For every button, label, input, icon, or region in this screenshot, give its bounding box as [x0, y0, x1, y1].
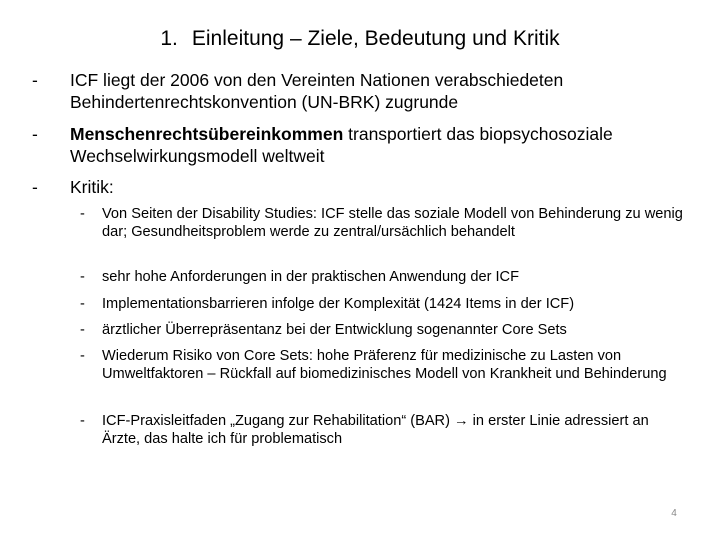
subbullet-dash: -	[80, 206, 85, 222]
slide-title	[0, 25, 720, 53]
bullet-dash: -	[32, 70, 38, 90]
subbullet-dash: -	[80, 348, 85, 364]
subbullet-core-sets-aerzte	[80, 321, 690, 339]
subbullet-text: ICF-Praxisleitfaden „Zugang zur Rehabilitation“ (BAR) → in erster Linie adressiert an Ärzte, das halte ich für problematisch	[102, 413, 649, 447]
bullet-icf-un-brk	[32, 69, 692, 113]
subbullet-dash: -	[80, 322, 85, 338]
title-number: 1.	[160, 27, 178, 50]
subbullet-implementationsbarrieren	[80, 295, 690, 313]
subbullet-dash: -	[80, 296, 85, 312]
bullet-text-container	[70, 123, 692, 167]
subbullet-anforderungen	[80, 268, 690, 286]
title-text: Einleitung – Ziele, Bedeutung und Kritik	[191, 27, 560, 50]
bullet-text: ICF liegt der 2006 von den Vereinten Nationen verabschiedeten Behindertenrechtskonvention (UN-BRK) zugrunde	[70, 70, 564, 112]
bullet-bold-term: Menschenrechtsübereinkommen	[70, 124, 344, 144]
subbullet-text: Implementationsbarrieren infolge der Komplexität (1424 Items in der ICF)	[102, 296, 575, 312]
bullet-dash: -	[32, 124, 38, 144]
subbullet-core-sets-risiko	[80, 347, 690, 383]
bullet-dash: -	[32, 177, 38, 197]
subbullet-dash: -	[80, 269, 85, 285]
bullet-text: Kritik:	[70, 177, 114, 197]
page-number: 4	[671, 508, 677, 519]
subbullet-text: Von Seiten der Disability Studies: ICF stelle das soziale Modell von Behinderung zu wenig dar; Gesundheitsproblem werde zu zentral/ursächlich behandelt	[102, 206, 683, 240]
subbullet-disability-studies	[80, 205, 690, 241]
bullet-text: transportiert das biopsychosoziale Wechselwirkungsmodell weltweit	[70, 124, 613, 166]
subbullet-text: Wiederum Risiko von Core Sets: hohe Präferenz für medizinische zu Lasten von Umweltfaktoren – Rückfall auf biomedizinisches Modell von Krankheit und Behinderung	[102, 348, 667, 382]
bullet-kritik	[32, 176, 692, 198]
subbullet-text: sehr hohe Anforderungen in der praktischen Anwendung der ICF	[102, 269, 520, 285]
subbullet-dash: -	[80, 413, 85, 429]
bullet-menschenrechte	[32, 123, 692, 167]
subbullet-text: ärztlicher Überrepräsentanz bei der Entwicklung sogenannter Core Sets	[102, 322, 567, 338]
subbullet-praxisleitfaden	[80, 412, 690, 448]
